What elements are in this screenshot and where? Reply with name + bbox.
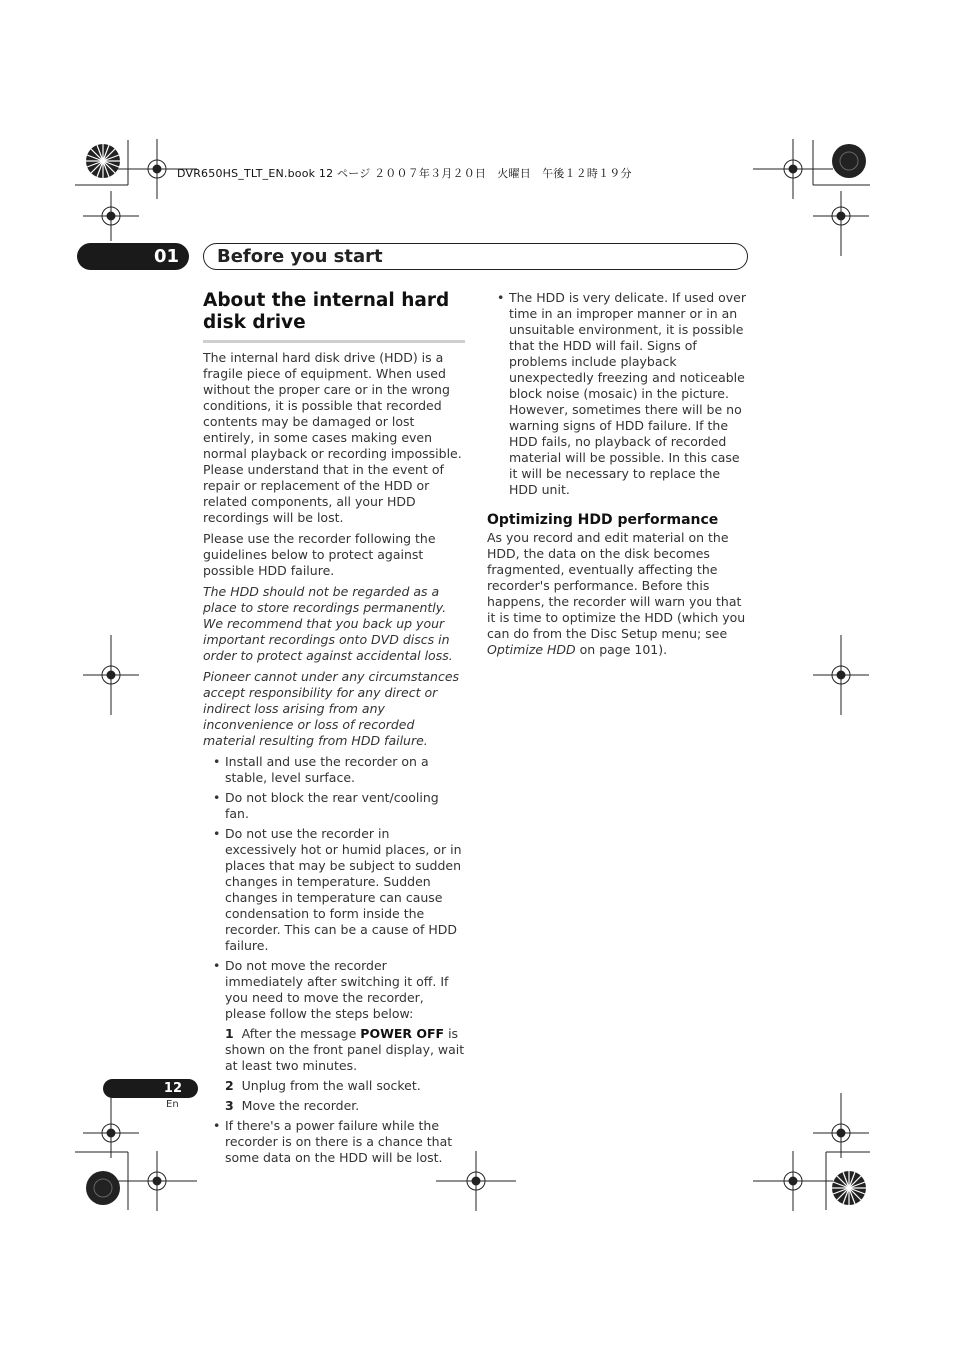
page-number-badge: 12 [103,1079,198,1098]
section-heading: About the internal hard disk drive [203,290,465,343]
backup-notice: The HDD should not be regarded as a place to store recordings permanently. We recommend that you back up your important recordings onto DVD discs in order to protect against accidental loss. [203,584,453,663]
chapter-title: Before you start [203,243,748,270]
chapter-number-badge: 01 [77,243,189,270]
menu-reference: Optimize HDD [487,642,576,657]
optimize-paragraph: As you record and edit material on the HDD, the data on the disk becomes fragmented, eventually affecting the recorder's performance. Before this happens, the recorder will warn you that it is time to optimize the HDD (which you can do from the Disc Setup menu; see Optimize HDD on page 101). [487,530,746,657]
list-item: • Do not block the rear vent/cooling fan. [213,790,439,821]
list-item: • Do not use the recorder in excessively hot or humid places, or in places that may be subject to sudden changes in temperature. Sudden changes in temperature can cause condensation to form inside the recorder. This can be a cause of HDD failure. [213,826,462,953]
list-item: • The HDD is very delicate. If used over time in an improper manner or in an unsuitable environment, it is possible that the HDD will fail. Signs of problems include playback unexpectedly freezing and noticeable block noise (mosaic) in the picture. However, sometimes there will be no warning signs of HDD failure. If the HDD fails, no playback of recorded material will be possible. In this case it will be necessary to replace the HDD unit. [497,290,747,497]
list-item: • Do not move the recorder immediately after switching it off. If you need to move the recorder, please follow the steps below: [213,958,449,1021]
bullet-icon: • [497,290,505,305]
step-3: 3 Move the recorder. [225,1098,360,1113]
subsection-heading: Optimizing HDD performance [487,512,719,528]
guideline-list [203,754,465,1022]
disclaimer-notice: Pioneer cannot under any circumstances accept responsibility for any direct or indirect loss arising from any inconvenience or loss of recorded material resulting from HDD failure. [203,669,460,748]
hdd-warning-list [487,290,749,498]
list-item: • Install and use the recorder on a stable, level surface. [213,754,429,785]
bullet-icon: • [213,790,221,805]
right-column [487,290,749,663]
guideline-list-end [203,1118,465,1166]
print-header: DVR650HS_TLT_EN.book 12 ページ ２００７年３月２０日 火曜日 午後１２時１９分 [177,167,632,180]
list-item: • If there's a power failure while the recorder is on there is a chance that some data on the HDD will be lost. [213,1118,453,1165]
bullet-icon: • [213,826,221,841]
page-language: En [166,1099,179,1110]
bullet-icon: • [213,754,221,769]
guidelines-paragraph: Please use the recorder following the guidelines below to protect against possible HDD failure. [203,531,436,578]
bullet-icon: • [213,1118,221,1133]
step-2: 2 Unplug from the wall socket. [225,1078,421,1093]
step-1: 1 After the message POWER OFF is shown on the front panel display, wait at least two minutes. [225,1026,465,1073]
intro-paragraph: The internal hard disk drive (HDD) is a fragile piece of equipment. When used without the proper care or in the wrong conditions, it is possible that recorded contents may be damaged or lost entirely, in some cases making even normal playback or recording impossible. Please understand that in the event of repair or replacement of the HDD or related components, all your HDD recordings will be lost. [203,350,462,525]
bullet-icon: • [213,958,221,973]
left-column [203,290,465,1170]
